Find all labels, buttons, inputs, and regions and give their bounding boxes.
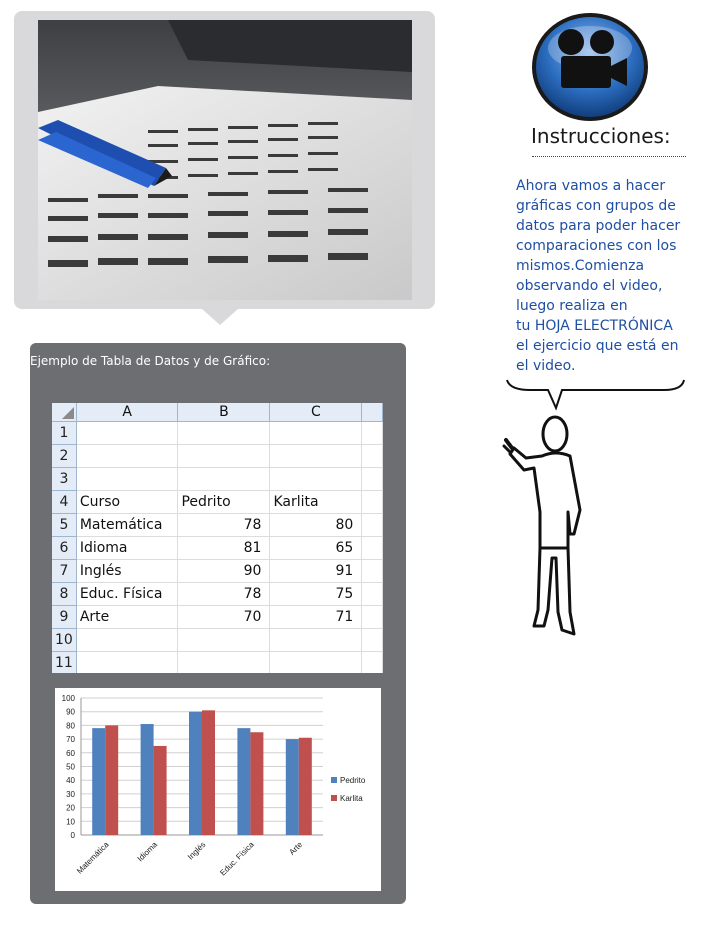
y-tick-label: 10	[66, 817, 75, 827]
cell[interactable]: 71	[270, 606, 362, 629]
spreadsheet-grid	[52, 403, 383, 673]
y-tick-label: 40	[66, 776, 75, 786]
instruction-line: observando el video,	[516, 278, 663, 294]
table-row	[52, 560, 383, 583]
cell[interactable]: Idioma	[76, 537, 178, 560]
legend-swatch	[331, 795, 337, 801]
cell[interactable]	[76, 422, 178, 445]
y-tick-label: 100	[61, 694, 75, 703]
table-row	[52, 445, 383, 468]
y-tick-label: 60	[66, 748, 75, 758]
cell[interactable]	[362, 652, 383, 674]
cell[interactable]	[76, 468, 178, 491]
cell[interactable]	[362, 491, 383, 514]
bar-karlita	[299, 738, 312, 835]
speech-bubble-tail	[504, 378, 688, 414]
cell[interactable]: Karlita	[270, 491, 362, 514]
bar-pedrito	[189, 712, 202, 835]
row-header[interactable]: 6	[52, 537, 76, 560]
cell[interactable]	[270, 422, 362, 445]
row-header[interactable]: 2	[52, 445, 76, 468]
instructions-title: Instrucciones:	[531, 124, 671, 148]
pointing-person-figure	[498, 412, 590, 644]
photo-illustration	[38, 20, 412, 300]
row-header[interactable]: 1	[52, 422, 76, 445]
row-header[interactable]: 11	[52, 652, 76, 674]
y-tick-label: 80	[66, 721, 75, 731]
bar-chart-svg	[55, 688, 381, 891]
table-row	[52, 491, 383, 514]
example-panel	[30, 343, 406, 904]
spreadsheet-pen-photo	[38, 20, 412, 300]
cell[interactable]	[76, 652, 178, 674]
cell[interactable]	[270, 652, 362, 674]
cell[interactable]	[76, 445, 178, 468]
cell[interactable]	[178, 629, 270, 652]
cell[interactable]	[270, 445, 362, 468]
table-row	[52, 537, 383, 560]
cell[interactable]	[362, 445, 383, 468]
table-row	[52, 514, 383, 537]
panel-title: Ejemplo de Tabla de Datos y de Gráfico:	[30, 354, 271, 368]
table-row	[52, 652, 383, 674]
cell[interactable]	[178, 422, 270, 445]
row-header[interactable]: 10	[52, 629, 76, 652]
y-tick-label: 90	[66, 707, 75, 717]
table-row	[52, 422, 383, 445]
video-camera-icon[interactable]	[531, 12, 649, 122]
cell[interactable]	[178, 468, 270, 491]
instruction-line: luego realiza en	[516, 298, 628, 314]
row-header[interactable]: 8	[52, 583, 76, 606]
photo-card	[14, 11, 435, 309]
row-header[interactable]: 7	[52, 560, 76, 583]
bar-pedrito	[286, 739, 299, 835]
y-tick-label: 30	[66, 789, 75, 799]
spreadsheet	[52, 403, 383, 673]
table-row	[52, 583, 383, 606]
instruction-line: el ejercicio que está en	[516, 338, 679, 354]
x-tick-label: Arte	[287, 840, 305, 857]
cell[interactable]	[362, 629, 383, 652]
y-tick-label: 0	[70, 831, 75, 840]
cell[interactable]	[270, 468, 362, 491]
bar-karlita	[105, 725, 118, 835]
card-pointer	[202, 309, 238, 325]
cell[interactable]: 81	[178, 537, 270, 560]
instructions-divider	[532, 156, 686, 157]
row-header[interactable]: 9	[52, 606, 76, 629]
cell[interactable]: 75	[270, 583, 362, 606]
pointing-person-svg	[498, 412, 590, 644]
cell[interactable]: Arte	[76, 606, 178, 629]
cell[interactable]: 90	[178, 560, 270, 583]
cell[interactable]: 78	[178, 583, 270, 606]
cell[interactable]: 78	[178, 514, 270, 537]
y-tick-label: 70	[66, 735, 75, 745]
bar-chart	[55, 688, 381, 891]
cell[interactable]	[362, 422, 383, 445]
cell[interactable]: Inglés	[76, 560, 178, 583]
y-tick-label: 50	[66, 762, 75, 772]
bar-pedrito	[92, 728, 105, 835]
bar-karlita	[250, 732, 263, 835]
legend-label: Karlita	[340, 794, 363, 803]
bar-pedrito	[237, 728, 250, 835]
cell[interactable]: Curso	[76, 491, 178, 514]
column-header-b[interactable]: B	[178, 403, 270, 422]
instruction-line: comparaciones con los	[516, 238, 677, 254]
cell[interactable]: 70	[178, 606, 270, 629]
instruction-line: datos para poder hacer	[516, 218, 681, 234]
cell[interactable]	[362, 583, 383, 606]
select-all-corner[interactable]	[52, 403, 76, 422]
cell[interactable]	[178, 445, 270, 468]
instruction-line: gráficas con grupos de	[516, 198, 676, 214]
legend-label: Pedrito	[340, 776, 366, 785]
column-header-a[interactable]: A	[76, 403, 178, 422]
column-header-c[interactable]: C	[270, 403, 362, 422]
table-row	[52, 629, 383, 652]
cell[interactable]: 65	[270, 537, 362, 560]
cell[interactable]: Pedrito	[178, 491, 270, 514]
instruction-line: el video.	[516, 358, 576, 374]
x-tick-label: Educ. Física	[218, 840, 256, 878]
bar-pedrito	[141, 724, 154, 835]
instruction-line: mismos.Comienza	[516, 258, 645, 274]
cell[interactable]	[76, 629, 178, 652]
instructions-text	[516, 176, 708, 376]
instruction-line: tu HOJA ELECTRÓNICA	[516, 318, 673, 334]
row-header[interactable]: 5	[52, 514, 76, 537]
column-header-d[interactable]	[362, 403, 383, 422]
x-tick-label: Inglés	[185, 840, 208, 862]
cell[interactable]	[362, 537, 383, 560]
row-header[interactable]: 4	[52, 491, 76, 514]
x-tick-label: Idioma	[135, 840, 160, 864]
x-tick-label: Matemática	[75, 840, 111, 876]
cell[interactable]: Matemática	[76, 514, 178, 537]
cell[interactable]	[362, 468, 383, 491]
cell[interactable]: 91	[270, 560, 362, 583]
cell[interactable]	[362, 560, 383, 583]
table-row	[52, 606, 383, 629]
speech-bubble-svg	[504, 378, 688, 414]
cell[interactable]: Educ. Física	[76, 583, 178, 606]
cell[interactable]: 80	[270, 514, 362, 537]
video-camera-icon-svg	[531, 12, 649, 122]
y-tick-label: 20	[66, 803, 75, 813]
legend-swatch	[331, 777, 337, 783]
row-header[interactable]: 3	[52, 468, 76, 491]
cell[interactable]	[270, 629, 362, 652]
table-row	[52, 468, 383, 491]
instruction-line: Ahora vamos a hacer	[516, 178, 666, 194]
bar-karlita	[154, 746, 167, 835]
cell[interactable]	[178, 652, 270, 674]
cell[interactable]	[362, 606, 383, 629]
cell[interactable]	[362, 514, 383, 537]
bar-karlita	[202, 710, 215, 835]
